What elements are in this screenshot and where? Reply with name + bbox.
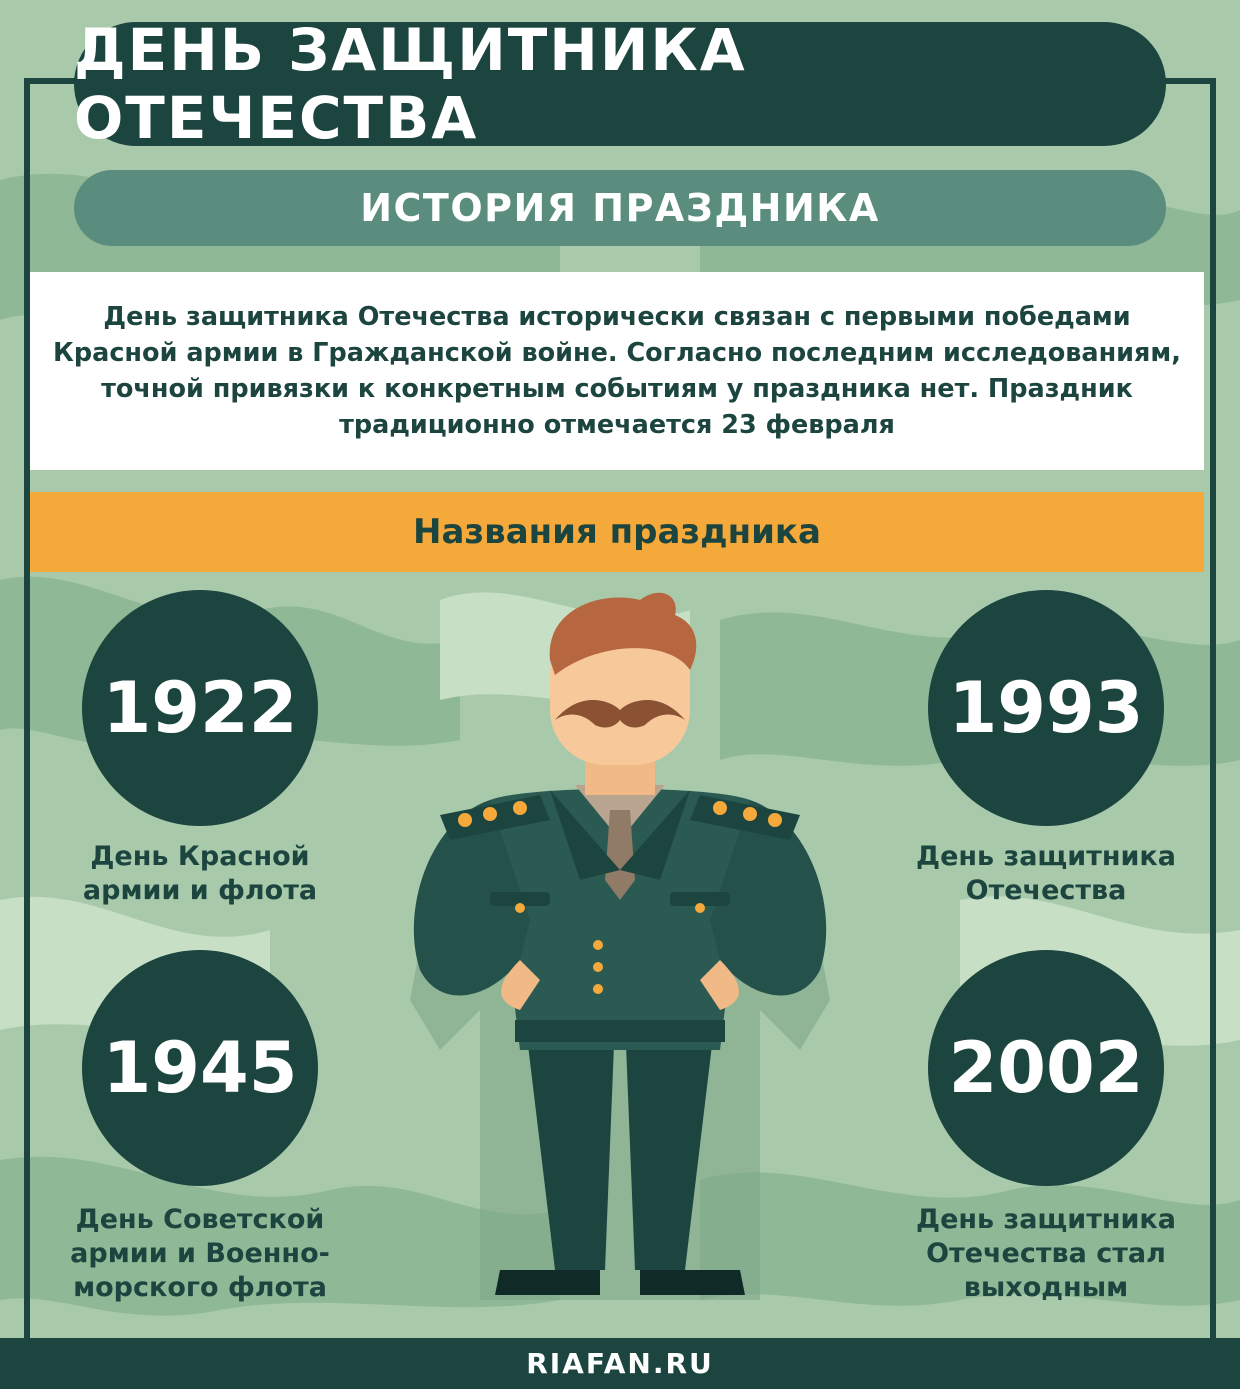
section-subtitle: ИСТОРИЯ ПРАЗДНИКА bbox=[74, 170, 1166, 246]
names-section-title: Названия праздника bbox=[30, 492, 1204, 572]
year-circle-1945: 1945 bbox=[82, 950, 318, 1186]
page-title: ДЕНЬ ЗАЩИТНИКА ОТЕЧЕСТВА bbox=[74, 22, 1166, 146]
intro-panel bbox=[30, 272, 1204, 470]
intro-text: День защитника Отечества исторически связан с первыми победами Красной армии в Гражданской войне. Согласно последним исследованиям, точной привязки к конкретным событиям у праздника нет. Праздник традиционно отмечается 23 февраля bbox=[53, 302, 1181, 440]
caption-1922: День Красной армии и флота bbox=[82, 841, 318, 906]
year-circle-1922: 1922 bbox=[82, 590, 318, 826]
year-circle-2002: 2002 bbox=[928, 950, 1164, 1186]
caption-2002: День защитника Отечества стал выходным bbox=[916, 1204, 1176, 1303]
soldier-illustration bbox=[380, 580, 860, 1320]
year-circle-1993: 1993 bbox=[928, 590, 1164, 826]
caption-1993: День защитника Отечества bbox=[916, 841, 1176, 906]
source-footer: RIAFAN.RU bbox=[0, 1338, 1240, 1389]
caption-1945: День Советской армии и Военно-морского флота bbox=[70, 1204, 330, 1303]
